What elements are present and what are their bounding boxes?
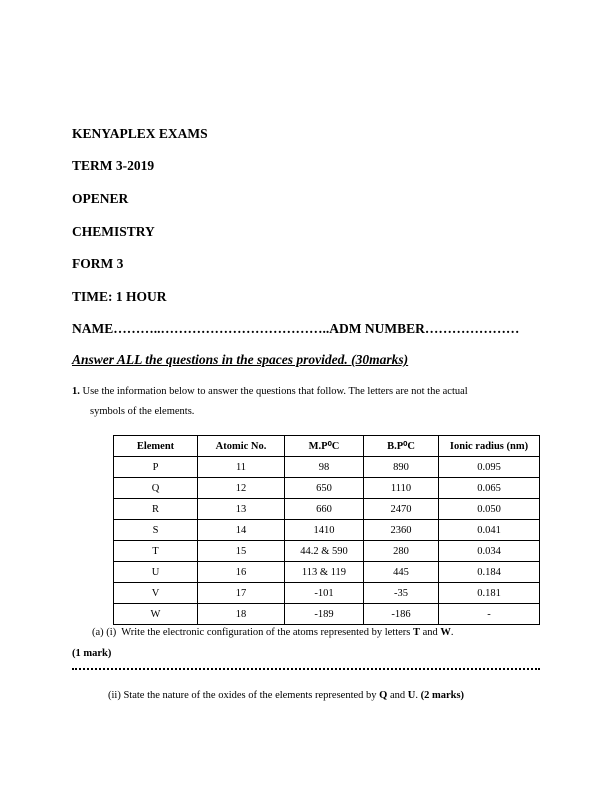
table-row (114, 541, 540, 562)
table-cell: -35 (364, 583, 439, 604)
table-cell: 0.181 (439, 583, 540, 604)
part-a-ii (108, 690, 464, 701)
exam-type: OPENER (72, 191, 129, 206)
table-cell: 0.184 (439, 562, 540, 583)
question-text-line2: symbols of the elements. (90, 406, 195, 417)
table-cell: U (114, 562, 198, 583)
table-row (114, 562, 540, 583)
part-label: (a) (i) (92, 627, 117, 638)
col-header: B.P⁰C (364, 436, 439, 457)
end-text: . (415, 690, 421, 701)
table-cell: V (114, 583, 198, 604)
table-cell: 660 (285, 499, 364, 520)
col-header: Ionic radius (nm) (439, 436, 540, 457)
end-text: . (450, 627, 454, 638)
table-cell: 14 (198, 520, 285, 541)
table-cell: W (114, 604, 198, 625)
table-cell: 0.034 (439, 541, 540, 562)
table-cell: 15 (198, 541, 285, 562)
table-cell: 0.050 (439, 499, 540, 520)
table-cell: 12 (198, 478, 285, 499)
and-text: and (387, 690, 408, 701)
term: TERM 3-2019 (72, 158, 155, 173)
table-cell: 113 & 119 (285, 562, 364, 583)
table-cell: 17 (198, 583, 285, 604)
table-cell: 890 (364, 457, 439, 478)
instruction: Answer ALL the questions in the spaces provided. (30marks) (72, 352, 409, 367)
question-1-text (72, 386, 468, 397)
question-number: 1. (72, 386, 80, 397)
bold-U: U (407, 690, 416, 701)
answer-line[interactable] (72, 668, 540, 670)
table-cell: Q (114, 478, 198, 499)
bold-T: T (412, 627, 420, 638)
table-cell: 280 (364, 541, 439, 562)
part-text: Write the electronic configuration of the atoms represented by letters (121, 627, 413, 638)
table-cell: -101 (285, 583, 364, 604)
table-cell: 16 (198, 562, 285, 583)
and-text: and (420, 627, 441, 638)
table-cell: 2360 (364, 520, 439, 541)
table-row (114, 604, 540, 625)
table-row (114, 457, 540, 478)
table-cell: S (114, 520, 198, 541)
col-header: Atomic No. (198, 436, 285, 457)
table-cell: 2470 (364, 499, 439, 520)
table-cell: P (114, 457, 198, 478)
table-cell: -186 (364, 604, 439, 625)
part-a-i-marks: (1 mark) (72, 648, 112, 659)
table-cell: R (114, 499, 198, 520)
table-cell: 0.065 (439, 478, 540, 499)
table-row (114, 478, 540, 499)
col-header: Element (114, 436, 198, 457)
table-cell: 650 (285, 478, 364, 499)
table-cell: 0.095 (439, 457, 540, 478)
table-cell: 13 (198, 499, 285, 520)
table-row (114, 520, 540, 541)
school-name: KENYAPLEX EXAMS (72, 126, 208, 141)
table-cell: -189 (285, 604, 364, 625)
table-cell: 0.041 (439, 520, 540, 541)
subject: CHEMISTRY (72, 224, 155, 239)
bold-W: W (440, 627, 451, 638)
col-header: M.P⁰C (285, 436, 364, 457)
question-text-line1: Use the information below to answer the questions that follow. The letters are not the actual (82, 386, 468, 397)
table-row (114, 583, 540, 604)
elements-table (113, 435, 540, 625)
part-a-i (92, 627, 454, 638)
table-cell: T (114, 541, 198, 562)
bold-Q: Q (379, 690, 388, 701)
table-cell: 44.2 & 590 (285, 541, 364, 562)
table-cell: 18 (198, 604, 285, 625)
table-cell: 98 (285, 457, 364, 478)
part-text: (ii) State the nature of the oxides of the elements represented by (108, 690, 380, 701)
table-row (114, 499, 540, 520)
time: TIME: 1 HOUR (72, 289, 167, 304)
table-cell: 1410 (285, 520, 364, 541)
table-header-row (114, 436, 540, 457)
form: FORM 3 (72, 256, 124, 271)
table-cell: 445 (364, 562, 439, 583)
table-cell: 11 (198, 457, 285, 478)
table-cell: 1110 (364, 478, 439, 499)
marks: (2 marks) (420, 690, 465, 701)
name-adm-line: NAME………..………………………………..ADM NUMBER………………… (72, 321, 520, 336)
table-cell: - (439, 604, 540, 625)
